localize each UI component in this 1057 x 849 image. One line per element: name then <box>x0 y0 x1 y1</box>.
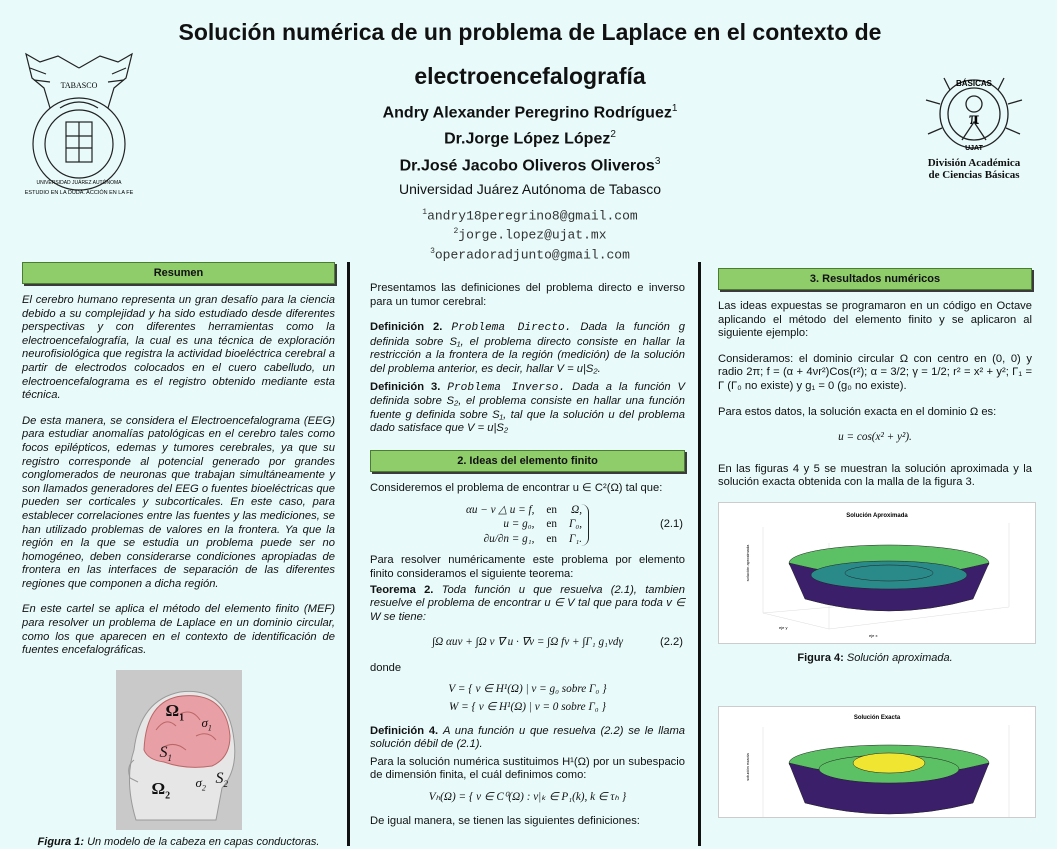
author-2 <box>300 124 760 150</box>
label-s2 <box>215 769 229 792</box>
plot-1-title: Solución Aproximada <box>846 512 908 519</box>
definition-3-name: Problema Inverso. <box>447 381 566 394</box>
system-row-1-domain: Ω, <box>571 503 583 516</box>
author-2-sup: 2 <box>610 129 616 141</box>
resumen-paragraph-2: De esta manera, se considera el Electroencefalograma (EEG) para estudiar anomalías patológicas en el cerebro tales como focos epilépticos, edemas y tumores cerebrales, ya que su registro corresponde al potencial generado por grandes conglomerados de neuronas que trabajan simultáneamente y son llamados generadores del EEG o fuentes bioeléctricas que pueden ser corticales y subcorticales. En este caso, para establecer correlaciones entre las fuentes y las mediciones, se han utilizado problemas de valores en la frontera. Ya que la región en la que se estudia un problema puede ser no homogéneo, deben considerarse condiciones apropiadas de frontera en las interfaces de separación de las diferentes regiones que componen a dicha región. <box>22 414 335 590</box>
results-paragraph-3: Para estos datos, la solución exacta en el dominio Ω es: <box>718 405 997 418</box>
label-s1 <box>159 743 173 766</box>
definition-3-label: Definición 3. <box>370 380 441 393</box>
pi-symbol: π <box>969 108 979 128</box>
label-omega2-sub: 2 <box>165 790 171 802</box>
system-row-2-lhs: u = g₀, <box>503 518 535 531</box>
equation-number-2-1: (2.1) <box>659 518 683 531</box>
label-sigma1-sub: 1 <box>207 723 212 733</box>
theorem-2 <box>370 584 685 625</box>
figure-4-text: Solución aproximada. <box>846 651 953 664</box>
figure-1-label: Figura 1: <box>37 835 84 848</box>
weak-form-equation <box>370 636 685 650</box>
author-3 <box>300 151 760 177</box>
plot-1-ylabel: eje y <box>779 624 788 630</box>
email-2-sup: 2 <box>453 227 459 237</box>
numeric-paragraph: Para la solución numérica sustituimos H¹(Ω) por un subespacio de dimensión finita, el cuál definimos como: <box>370 755 685 782</box>
logo-top-text: TABASCO <box>60 81 98 90</box>
label-omega2-symbol: Ω <box>151 778 166 798</box>
email-1-sup: 1 <box>422 207 428 217</box>
authors-block <box>300 98 760 263</box>
space-V-definition: V = { v ∈ H¹(Ω) | v = g₀ sobre Γ₀ } <box>448 683 607 696</box>
logo-inner-text: UNIVERSIDAD JUÁREZ AUTÓNOMA <box>36 180 122 186</box>
university: Universidad Juárez Autónoma de Tabasco <box>398 180 661 197</box>
label-omega1-sub: 1 <box>179 712 185 724</box>
definition-2-label: Definición 2. <box>370 321 443 334</box>
closing-paragraph: De igual manera, se tienen las siguientes definiciones: <box>370 814 640 827</box>
results-paragraph-1: Las ideas expuestas se programaron en un código en Octave aplicando el método del elemento finito y se aplicaron al siguiente ejemplo: <box>718 300 1032 340</box>
figure-1-caption <box>22 836 335 849</box>
exact-solution-plot <box>718 706 1036 818</box>
equation-number-2-2: (2.2) <box>659 636 683 649</box>
email-3-sup: 3 <box>430 246 435 256</box>
figure-1-text: Un modelo de la cabeza en capas conductoras. <box>87 835 320 848</box>
column-divider-2 <box>698 262 701 846</box>
column-results <box>718 262 1032 818</box>
exact-solution: u = cos(x² + y²). <box>838 431 912 444</box>
plot-2-title: Solución Exacta <box>853 714 901 721</box>
space-Vh-definition: Vₕ(Ω) = { v ∈ C⁰(Ω) : v|ₖ ∈ P₁(k), k ∈ τₕ } <box>428 791 627 804</box>
author-2-name: Dr.Jorge López López <box>444 130 611 148</box>
resumen-paragraph-3: En este cartel se aplica el método del elemento finito (MEF) para resolver un problema de Laplace en un dominio circular, como los que aparecen en el contexto de identificación de fuentes encefalográficas. <box>22 603 335 657</box>
email-1[interactable] <box>300 205 760 224</box>
resumen-paragraph-1: El cerebro humano representa un gran desafío para la ciencia debido a su complejidad y ha sido estudiado desde diferentes perspectivas y con diferentes herramientas como la electroencefalografía, la cual es una técnica de exploración neurofisiológica que registra la actividad bioeléctrica cerebral a partir de electrodos colocados en el cuero cabelludo, un electroencefalograma es el registro obtenido mediante esta técnica. <box>22 294 335 402</box>
definition-2-name: Problema Directo. <box>451 322 572 335</box>
theorem-2-label: Teorema 2. <box>370 583 434 596</box>
author-3-sup: 3 <box>654 155 661 167</box>
logo-line1: División Académica <box>927 157 1021 169</box>
donde-text: donde <box>370 661 402 674</box>
title-line-1: Solución numérica de un problema de Laplace en el contexto de <box>178 19 882 45</box>
email-2-address: jorge.lopez@ujat.mx <box>458 227 607 243</box>
logo-ring-text: ESTUDIO EN LA DUDA. ACCIÓN EN LA FE <box>24 190 134 196</box>
author-3-name: Dr.José Jacobo Oliveros Oliveros <box>399 156 655 174</box>
space-W-definition: W = { v ∈ H¹(Ω) | v = 0 sobre Γ₀ } <box>449 701 606 714</box>
label-omega2 <box>151 778 171 803</box>
column-divider-1 <box>347 262 350 846</box>
definition-3 <box>370 381 685 436</box>
definition-4-text: A una función u que resuelva (2.2) se le llama solución débil de (2.1). <box>370 724 686 751</box>
title-line-2: electroencefalografía <box>414 63 646 89</box>
label-sigma2-sub: 2 <box>201 783 206 793</box>
label-sigma1 <box>202 716 212 735</box>
definition-2 <box>370 321 685 376</box>
intro-paragraph: Presentamos las definiciones del problema directo e inverso para un tumor cerebral: <box>370 282 685 308</box>
plot-1-surface <box>789 545 989 611</box>
email-2[interactable] <box>300 224 760 243</box>
label-s1-symbol: S <box>159 743 168 761</box>
author-1-sup: 1 <box>671 103 678 114</box>
plot-2-dome <box>853 753 925 773</box>
definition-2-text: Dada la función g definida sobre S₁, el problema directo consiste en hallar la restricción a la frontera de la región (medición) de la solución del problema anterior, es decir, hallar V = u|S₂. <box>370 321 686 375</box>
definition-4-label: Definición 4. <box>370 724 439 737</box>
figure-4-caption <box>718 652 1032 666</box>
email-1-address: andry18peregrino8@gmail.com <box>427 208 638 224</box>
head-model-figure <box>116 670 242 830</box>
logo-ujat-text: UJAT <box>965 145 983 152</box>
label-s2-sub: 2 <box>223 779 228 790</box>
system-row-3-en: en <box>546 532 557 545</box>
label-sigma2 <box>196 776 206 795</box>
label-s2-symbol: S <box>215 769 224 787</box>
column-finite-elements <box>370 262 685 840</box>
label-sigma1-symbol: σ <box>201 714 208 730</box>
definition-4 <box>370 725 685 752</box>
system-row-2-domain: Γ₀, <box>568 518 583 531</box>
resumen-heading: Resumen <box>22 262 335 284</box>
weak-form-expression: ∫Ω αuv + ∫Ω v ∇ u · ∇v = ∫Ω fv + ∫Γ₁ g₁vdγ <box>432 636 623 649</box>
label-s1-sub: 1 <box>167 753 172 764</box>
plot-2-zlabel: solución exacta <box>745 752 750 781</box>
finite-element-heading: 2. Ideas del elemento finito <box>370 450 685 472</box>
logo-line2: de Ciencias Básicas <box>928 169 1020 181</box>
problem-statement: Consideremos el problema de encontrar u ∈ C²(Ω) tal que: <box>370 481 663 494</box>
author-1 <box>300 98 760 124</box>
column-resumen <box>22 262 335 849</box>
plot-1-xlabel: eje x <box>869 632 878 638</box>
system-row-3-domain: Γ₁. <box>568 532 583 545</box>
emails <box>300 205 760 263</box>
theorem-2-text: Toda función u que resuelva (2.1), tambien resuelve el problema de encontrar u ∈ V tal que para toda v ∈ W se tiene: <box>370 583 685 623</box>
plot-2-surface <box>789 745 989 814</box>
approx-solution-plot <box>718 502 1036 644</box>
results-paragraph-4: En las figuras 4 y 5 se muestran la solución aproximada y la solución exacta obtenida con la malla de la figura 3. <box>718 462 1032 489</box>
plot-1-center <box>845 565 933 581</box>
equation-system <box>370 504 685 547</box>
definition-3-text: Dada a la función V definida sobre S₂, el problema consiste en hallar una función fuente g definida sobre S₁, tal que la solución u del problema dado satisface que V = u|S₂ <box>370 380 686 435</box>
author-1-name: Andry Alexander Peregrino Rodríguez <box>382 104 672 122</box>
plot-1-zlabel: solución aproximada <box>745 544 750 582</box>
fe-paragraph: Para resolver numéricamente este problema por elemento finito consideramos el siguiente teorema: <box>370 554 685 580</box>
system-row-2-en: en <box>546 518 557 531</box>
email-3[interactable] <box>300 244 760 263</box>
poster-title <box>120 10 940 98</box>
figure-4-label: Figura 4: <box>797 651 844 664</box>
system-row-3-lhs: ∂u/∂n = g₁, <box>483 532 535 545</box>
system-row-1-en: en <box>546 503 557 516</box>
logo-basicas-text: BÁSICAS <box>955 79 993 88</box>
results-heading: 3. Resultados numéricos <box>718 268 1032 290</box>
label-omega1-symbol: Ω <box>165 700 180 720</box>
email-3-address: operadoradjunto@gmail.com <box>434 246 630 262</box>
label-omega1 <box>165 700 185 725</box>
results-paragraph-2: Consideramos: el dominio circular Ω con centro en (0, 0) y radio 2π; f = (α + 4νr²)Cos(r²); α = 3/2; γ = 1/2; r² = x² + y²; Γ₁ = Γ (Γ₀ no existe) y g₁ = 0 (g₀ no existe). <box>718 352 1032 392</box>
label-sigma2-symbol: σ <box>195 774 202 790</box>
system-row-1-lhs: αu − ν △ u = f, <box>465 503 535 516</box>
